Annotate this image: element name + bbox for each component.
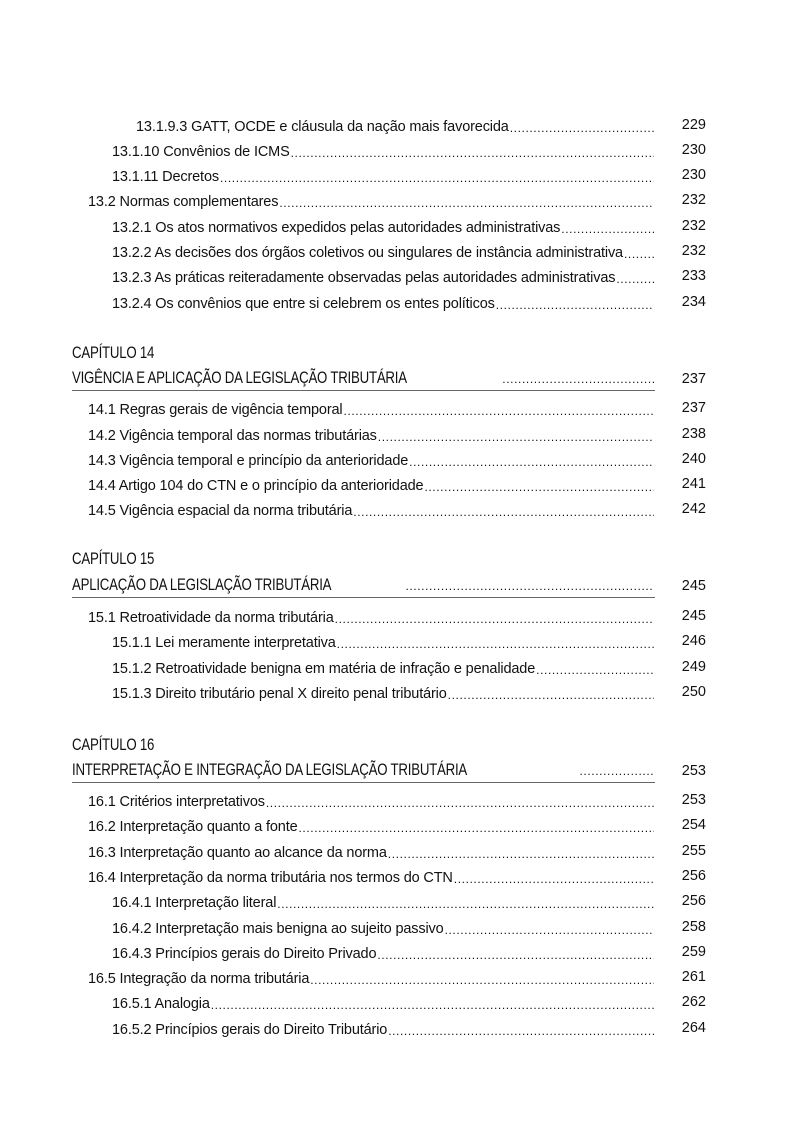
toc-entry-title: 16.5 Integração da norma tributária — [88, 971, 310, 987]
chapter-page: 253 — [681, 763, 706, 779]
toc-entry-page: 241 — [681, 476, 706, 492]
chapter-title-entry[interactable] — [0, 757, 800, 779]
toc-entry[interactable] — [0, 189, 800, 211]
toc-entry-title: 15.1.2 Retroatividade benigna em matéria de infração e penalidade — [112, 661, 536, 677]
leader-dots — [445, 923, 654, 937]
toc-entry-page: 249 — [681, 659, 706, 675]
toc-entry[interactable] — [0, 681, 800, 703]
toc-entry-page: 229 — [681, 117, 706, 133]
leader-dots — [310, 973, 654, 987]
toc-entry-page: 264 — [681, 1020, 706, 1036]
toc-entry[interactable] — [0, 448, 800, 470]
toc-entry-title: 16.4.2 Interpretação mais benigna ao sujeito passivo — [112, 921, 444, 937]
toc-entry-title: 16.3 Interpretação quanto ao alcance da norma — [88, 845, 387, 861]
toc-entry[interactable] — [0, 630, 800, 652]
toc-entry-page: 256 — [681, 893, 706, 909]
toc-entry[interactable] — [0, 656, 800, 678]
toc-entry[interactable] — [0, 423, 800, 445]
chapter-divider — [72, 782, 655, 783]
toc-entry-title: 16.4.1 Interpretação literal — [112, 895, 277, 911]
toc-entry-page: 232 — [681, 192, 706, 208]
toc-entry-title: 13.2.2 As decisões dos órgãos coletivos ou singulares de instância administrativa — [112, 245, 623, 261]
leader-dots — [211, 998, 654, 1012]
toc-entry[interactable] — [0, 397, 800, 419]
chapter-page: 245 — [681, 578, 706, 594]
toc-entry-title: 15.1.3 Direito tributário penal X direito penal tributário — [112, 686, 447, 702]
toc-entry-page: 232 — [681, 218, 706, 234]
leader-dots — [377, 948, 654, 962]
toc-entry[interactable] — [0, 139, 800, 161]
toc-entry[interactable] — [0, 814, 800, 836]
chapter-title: INTERPRETAÇÃO E INTEGRAÇÃO DA LEGISLAÇÃO TRIBUTÁRIA — [72, 760, 468, 779]
leader-dots — [496, 298, 654, 312]
leader-dots — [579, 764, 654, 778]
toc-entry[interactable] — [0, 916, 800, 938]
toc-entry-title: 14.5 Vigência espacial da norma tributária — [88, 503, 353, 519]
toc-entry-page: 232 — [681, 243, 706, 259]
toc-entry[interactable] — [0, 265, 800, 287]
leader-dots — [335, 612, 654, 626]
toc-entry-title: 13.2 Normas complementares — [88, 194, 279, 210]
toc-entry[interactable] — [0, 215, 800, 237]
toc-entry[interactable] — [0, 291, 800, 313]
chapter-title: VIGÊNCIA E APLICAÇÃO DA LEGISLAÇÃO TRIBUTÁRIA — [72, 368, 407, 387]
toc-entry[interactable] — [0, 1017, 800, 1039]
toc-entry-page: 230 — [681, 142, 706, 158]
toc-entry-title: 13.2.3 As práticas reiteradamente observadas pelas autoridades administrativas — [112, 270, 616, 286]
leader-dots — [624, 247, 654, 261]
chapter-title-entry[interactable] — [0, 365, 800, 387]
toc-entry-page: 238 — [681, 426, 706, 442]
leader-dots — [502, 372, 654, 386]
toc-entry-title: 16.2 Interpretação quanto a fonte — [88, 819, 298, 835]
toc-entry-page: 255 — [681, 843, 706, 859]
toc-entry-title: 14.1 Regras gerais de vigência temporal — [88, 402, 343, 418]
toc-entry-page: 250 — [681, 684, 706, 700]
toc-entry-page: 246 — [681, 633, 706, 649]
toc-entry[interactable] — [0, 473, 800, 495]
toc-entry-title: 13.2.4 Os convênios que entre si celebrem os entes políticos — [112, 296, 495, 312]
toc-entry[interactable] — [0, 164, 800, 186]
toc-entry-page: 261 — [681, 969, 706, 985]
toc-entry[interactable] — [0, 498, 800, 520]
toc-entry[interactable] — [0, 240, 800, 262]
toc-entry-title: 13.1.11 Decretos — [112, 169, 219, 185]
leader-dots — [388, 1024, 654, 1038]
toc-entry[interactable] — [0, 966, 800, 988]
leader-dots — [220, 171, 654, 185]
toc-entry-page: 256 — [681, 868, 706, 884]
toc-entry[interactable] — [0, 991, 800, 1013]
toc-entry-title: 16.4 Interpretação da norma tributária nos termos do CTN — [88, 870, 453, 886]
toc-entry-title: 16.4.3 Princípios gerais do Direito Privado — [112, 946, 377, 962]
chapter-label: CAPÍTULO 15 — [72, 549, 155, 568]
leader-dots — [561, 222, 654, 236]
chapter-title: APLICAÇÃO DA LEGISLAÇÃO TRIBUTÁRIA — [72, 575, 332, 594]
leader-dots — [279, 196, 654, 210]
chapter-page: 237 — [681, 371, 706, 387]
toc-entry[interactable] — [0, 114, 800, 136]
leader-dots — [448, 688, 654, 702]
toc-entry-title: 16.5.2 Princípios gerais do Direito Tributário — [112, 1022, 388, 1038]
toc-entry[interactable] — [0, 941, 800, 963]
leader-dots — [616, 272, 654, 286]
toc-entry-page: 259 — [681, 944, 706, 960]
toc-entry-page: 245 — [681, 608, 706, 624]
leader-dots — [424, 480, 654, 494]
leader-dots — [409, 455, 654, 469]
toc-entry[interactable] — [0, 605, 800, 627]
toc-entry-page: 230 — [681, 167, 706, 183]
leader-dots — [510, 121, 654, 135]
toc-entry-page: 253 — [681, 792, 706, 808]
toc-entry-title: 13.2.1 Os atos normativos expedidos pelas autoridades administrativas — [112, 220, 561, 236]
toc-entry-title: 16.1 Critérios interpretativos — [88, 794, 265, 810]
toc-entry-page: 262 — [681, 994, 706, 1010]
toc-entry[interactable] — [0, 789, 800, 811]
toc-entry[interactable] — [0, 890, 800, 912]
chapter-title-entry[interactable] — [0, 572, 800, 594]
leader-dots — [337, 637, 654, 651]
leader-dots — [353, 505, 654, 519]
chapter-label: CAPÍTULO 14 — [72, 343, 155, 362]
toc-entry-page: 242 — [681, 501, 706, 517]
leader-dots — [344, 404, 655, 418]
leader-dots — [388, 847, 654, 861]
toc-entry-page: 237 — [681, 400, 706, 416]
toc-entry-title: 15.1 Retroatividade da norma tributária — [88, 610, 334, 626]
toc-entry-page: 234 — [681, 294, 706, 310]
toc-entry-page: 254 — [681, 817, 706, 833]
toc-entry-title: 16.5.1 Analogia — [112, 996, 210, 1012]
toc-entry-title: 13.1.10 Convênios de ICMS — [112, 144, 290, 160]
leader-dots — [266, 796, 654, 810]
chapter-label: CAPÍTULO 16 — [72, 735, 155, 754]
toc-entry-page: 233 — [681, 268, 706, 284]
toc-entry-title: 14.4 Artigo 104 do CTN e o princípio da anterioridade — [88, 478, 424, 494]
leader-dots — [405, 579, 654, 593]
leader-dots — [536, 663, 654, 677]
toc-entry-page: 240 — [681, 451, 706, 467]
toc-entry[interactable] — [0, 865, 800, 887]
toc-entry-title: 14.2 Vigência temporal das normas tributárias — [88, 428, 377, 444]
leader-dots — [277, 897, 654, 911]
chapter-divider — [72, 390, 655, 391]
chapter-divider — [72, 597, 655, 598]
toc-entry[interactable] — [0, 840, 800, 862]
leader-dots — [378, 430, 654, 444]
toc-entry-page: 258 — [681, 919, 706, 935]
toc-entry-title: 14.3 Vigência temporal e princípio da anterioridade — [88, 453, 409, 469]
toc-entry-title: 13.1.9.3 GATT, OCDE e cláusula da nação mais favorecida — [136, 119, 509, 135]
toc-entry-title: 15.1.1 Lei meramente interpretativa — [112, 635, 336, 651]
leader-dots — [299, 821, 655, 835]
leader-dots — [454, 872, 654, 886]
leader-dots — [291, 146, 654, 160]
